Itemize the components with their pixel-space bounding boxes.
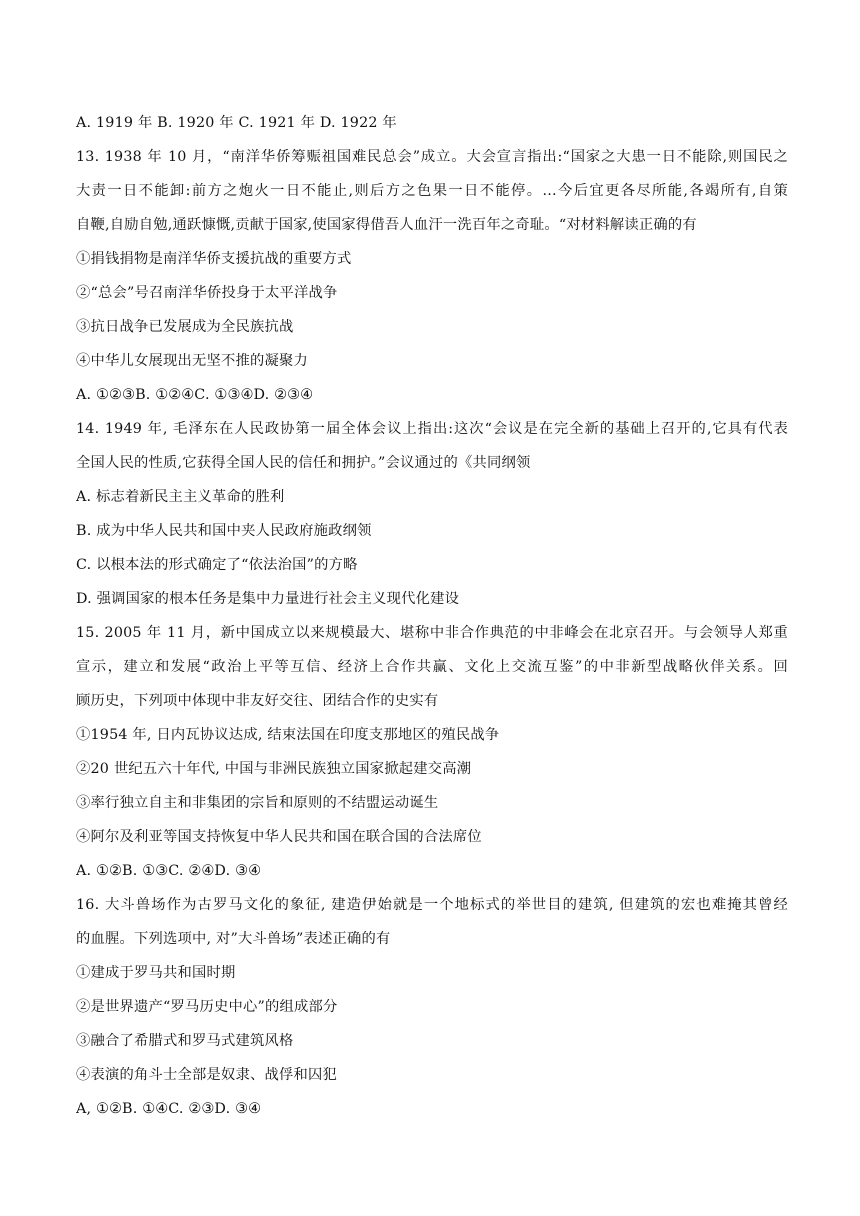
question-14-option-d: D. 强调国家的根本任务是集中力量进行社会主义现代化建设	[76, 591, 460, 607]
question-13-stem-line-3: 自鞭,自励自勉,通跃慷慨,贡献于国家,使国家得借吾人血汗一洗百年之奇耻。“对材料解读正确的有	[76, 217, 697, 233]
question-15-options: A. ①②B. ①③C. ②④D. ③④	[76, 863, 262, 879]
answer-options-q12: A. 1919 年 B. 1920 年 C. 1921 年 D. 1922 年	[76, 115, 397, 131]
question-16-statement-2: ②是世界遗产“罗马历史中心”的组成部分	[76, 999, 338, 1015]
question-16-options: A, ①②B. ①④C. ②③D. ③④	[76, 1101, 262, 1117]
question-15-statement-1: ①1954 年, 日内瓦协议达成, 结束法国在印度支那地区的殖民战争	[76, 727, 500, 743]
question-15-stem-line-2: 宣示，建立和发展“政治上平等互信、经济上合作共赢、文化上交流互鉴”的中非新型战略伙伴关系。回	[76, 659, 788, 675]
question-15-statement-3: ③率行独立自主和非集团的宗旨和原则的不结盟运动诞生	[76, 795, 439, 811]
question-16-statement-4: ④表演的角斗士全部是奴隶、战俘和囚犯	[76, 1067, 337, 1083]
question-15-stem: 15. 2005 年 11 月，新中国成立以来规模最大、堪称中非合作典范的中非峰会在北京召开。与会领导人郑重	[76, 625, 788, 641]
question-16-statement-1: ①建成于罗马共和国时期	[76, 965, 236, 981]
question-13-stem: 13. 1938 年 10 月，“南洋华侨筹赈祖国难民总会”成立。大会宣言指出:“国家之大患一日不能除,则国民之	[76, 149, 788, 165]
question-13-options: A. ①②③B. ①②④C. ①③④D. ②③④	[76, 387, 314, 403]
question-13-statement-1: ①捐钱捐物是南洋华侨支援抗战的重要方式	[76, 251, 352, 267]
question-15-statement-2: ②20 世纪五六十年代, 中国与非洲民族独立国家掀起建交高潮	[76, 761, 472, 777]
question-14-stem-line-2: 全国人民的性质,它获得全国人民的信任和拥护。”会议通过的《共同纲领	[76, 455, 531, 471]
question-16-statement-3: ③融合了希腊式和罗马式建筑风格	[76, 1033, 294, 1049]
document-body	[76, 106, 788, 1126]
question-15-statement-4: ④阿尔及利亚等国支持恢复中华人民共和国在联合国的合法席位	[76, 829, 482, 845]
question-14-stem: 14. 1949 年, 毛泽东在人民政协第一届全体会议上指出:这次“会议是在完全新的基础上召开的,它具有代表	[76, 421, 788, 437]
question-16-stem: 16. 大斗兽场作为古罗马文化的象征, 建造伊始就是一个地标式的举世目的建筑, 但建筑的宏也难掩其曾经	[76, 897, 788, 913]
question-16-stem-line-2: 的血腥。下列选项中, 对”大斗兽场”表述正确的有	[76, 931, 391, 947]
question-13-statement-2: ②“总会”号召南洋华侨投身于太平洋战争	[76, 285, 338, 301]
question-13-statement-4: ④中华儿女展现出无坚不推的凝聚力	[76, 353, 308, 369]
question-14-option-c: C. 以根本法的形式确定了“依法治国”的方略	[76, 557, 358, 573]
question-14-option-b: B. 成为中华人民共和国中夹人民政府施政纲领	[76, 523, 372, 539]
question-14-option-a: A. 标志着新民主主义革命的胜利	[76, 489, 285, 505]
question-15-stem-line-3: 顾历史，下列项中体现中非友好交往、团结合作的史实有	[76, 693, 439, 709]
question-13-stem-line-2: 大责一日不能卸:前方之炮火一日不能止,则后方之色果一日不能停。…今后宜更各尽所能,各竭所有,自策	[76, 183, 788, 199]
question-13-statement-3: ③抗日战争已发展成为全民族抗战	[76, 319, 294, 335]
